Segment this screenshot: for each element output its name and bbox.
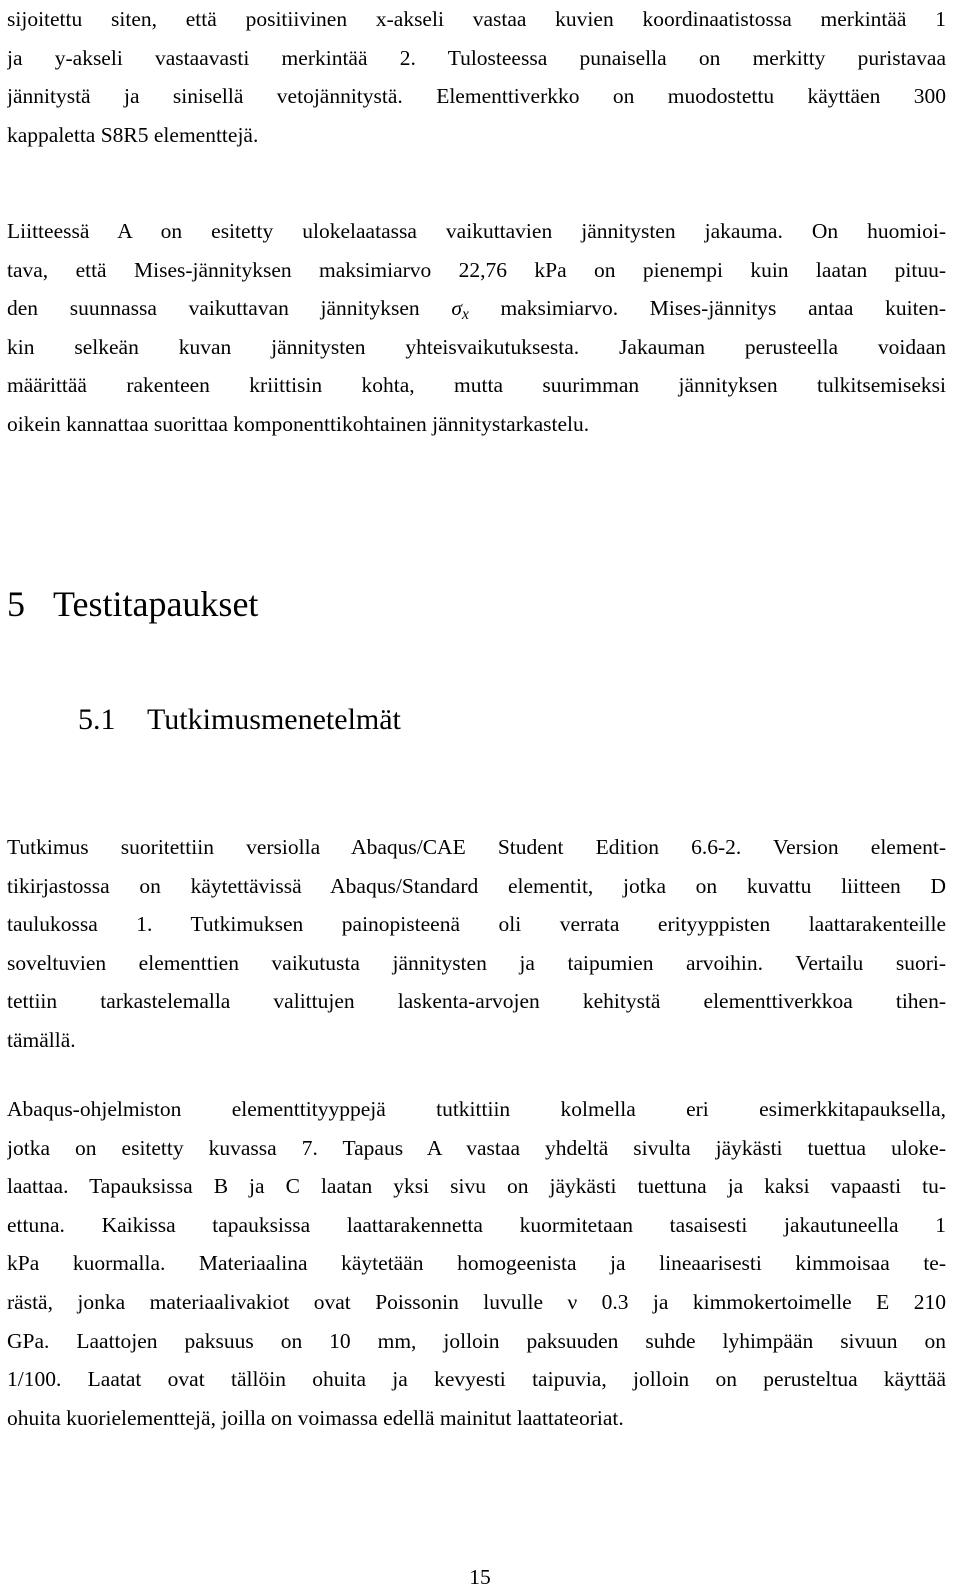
text-line: rästä, jonka materiaalivakiot ovat Poissonin luvulle ν 0.3 ja kimmokertoimelle E 210 — [7, 1289, 946, 1314]
text-segment: den suunnassa vaikuttavan jännityksen — [7, 296, 452, 321]
subsection-number: 5.1 — [78, 703, 116, 736]
text-line: laattaa. Tapauksissa B ja C laatan yksi sivu on jäykästi tuettuna ja kaksi vapaasti tu- — [7, 1174, 946, 1199]
subsection-title: Tutkimusmenetelmät — [147, 703, 401, 736]
text-line: kPa kuormalla. Materiaalina käytetään homogeenista ja lineaarisesti kimmoisaa te- — [7, 1251, 946, 1276]
text-line: tettiin tarkastelemalla valittujen laskenta-arvojen kehitystä elementtiverkkoa tihen- — [7, 989, 946, 1014]
math-sigma: σ — [451, 296, 462, 321]
subsection-heading — [78, 700, 401, 740]
text-line: ja y-akseli vastaavasti merkintää 2. Tulosteessa punaisella on merkitty puristavaa — [7, 45, 946, 70]
text-line: tämällä. — [7, 1027, 76, 1052]
text-segment: maksimiarvo. Mises-jännitys antaa kuiten- — [468, 296, 946, 321]
text-line: soveltuvien elementtien vaikutusta jännitysten ja taipumien arvoihin. Vertailu suori- — [7, 950, 946, 975]
text-line: Tutkimus suoritettiin versiolla Abaqus/CAE Student Edition 6.6-2. Version element- — [7, 835, 946, 859]
text-line: tava, että Mises-jännityksen maksimiarvo 22,76 kPa on pienempi kuin laatan pituu- — [7, 257, 946, 282]
text-line: tikirjastossa on käytettävissä Abaqus/Standard elementit, jotka on kuvattu liitteen D — [7, 873, 946, 898]
text-line: GPa. Laattojen paksuus on 10 mm, jolloin paksuuden suhde lyhimpään sivuun on — [7, 1328, 946, 1353]
text-line: ohuita kuorielementtejä, joilla on voimassa edellä mainitut laattateoriat. — [7, 1405, 624, 1430]
text-line: 1/100. Laatat ovat tällöin ohuita ja kevyesti taipuvia, jolloin on perusteltua käyttää — [7, 1367, 946, 1392]
paragraph-research-method — [7, 828, 946, 1060]
text-line: ettuna. Kaikissa tapauksissa laattarakennetta kuormitetaan tasaisesti jakautuneella 1 — [7, 1212, 946, 1237]
section-title: Testitapaukset — [53, 584, 259, 624]
text-line: jotka on esitetty kuvassa 7. Tapaus A vastaa yhdeltä sivulta jäykästi tuettua uloke- — [7, 1135, 946, 1160]
text-line — [7, 289, 946, 328]
text-line: oikein kannattaa suorittaa komponenttikohtainen jännitystarkastelu. — [7, 411, 590, 436]
text-line: kin selkeän kuvan jännitysten yhteisvaikutuksesta. Jakauman perusteella voidaan — [7, 334, 946, 359]
math-subscript: x — [461, 306, 469, 324]
sigma-x-symbol — [451, 296, 469, 324]
section-number: 5 — [7, 584, 25, 624]
paragraph-mesh-description — [7, 0, 946, 154]
section-heading — [7, 580, 258, 628]
text-line: Abaqus-ohjelmiston elementtityyppejä tutkittiin kolmella eri esimerkkitapauksella, — [7, 1097, 946, 1121]
text-line: taulukossa 1. Tutkimuksen painopisteenä oli verrata erityyppisten laattarakenteille — [7, 912, 946, 937]
text-line: Liitteessä A on esitetty ulokelaatassa vaikuttavien jännitysten jakauma. On huomioi- — [7, 219, 946, 243]
text-line: määrittää rakenteen kriittisin kohta, mutta suurimman jännityksen tulkitsemiseksi — [7, 373, 946, 398]
paragraph-stress-distribution — [7, 212, 946, 444]
text-line: kappaletta S8R5 elementtejä. — [7, 122, 259, 147]
page-number: 15 — [469, 1565, 491, 1589]
text-line: sijoitettu siten, että positiivinen x-akseli vastaa kuvien koordinaatistossa merkintää 1 — [7, 7, 946, 31]
text-line: jännitystä ja sinisellä vetojännitystä. Elementtiverkko on muodostettu käyttäen 300 — [7, 84, 946, 109]
paragraph-test-cases — [7, 1090, 946, 1437]
